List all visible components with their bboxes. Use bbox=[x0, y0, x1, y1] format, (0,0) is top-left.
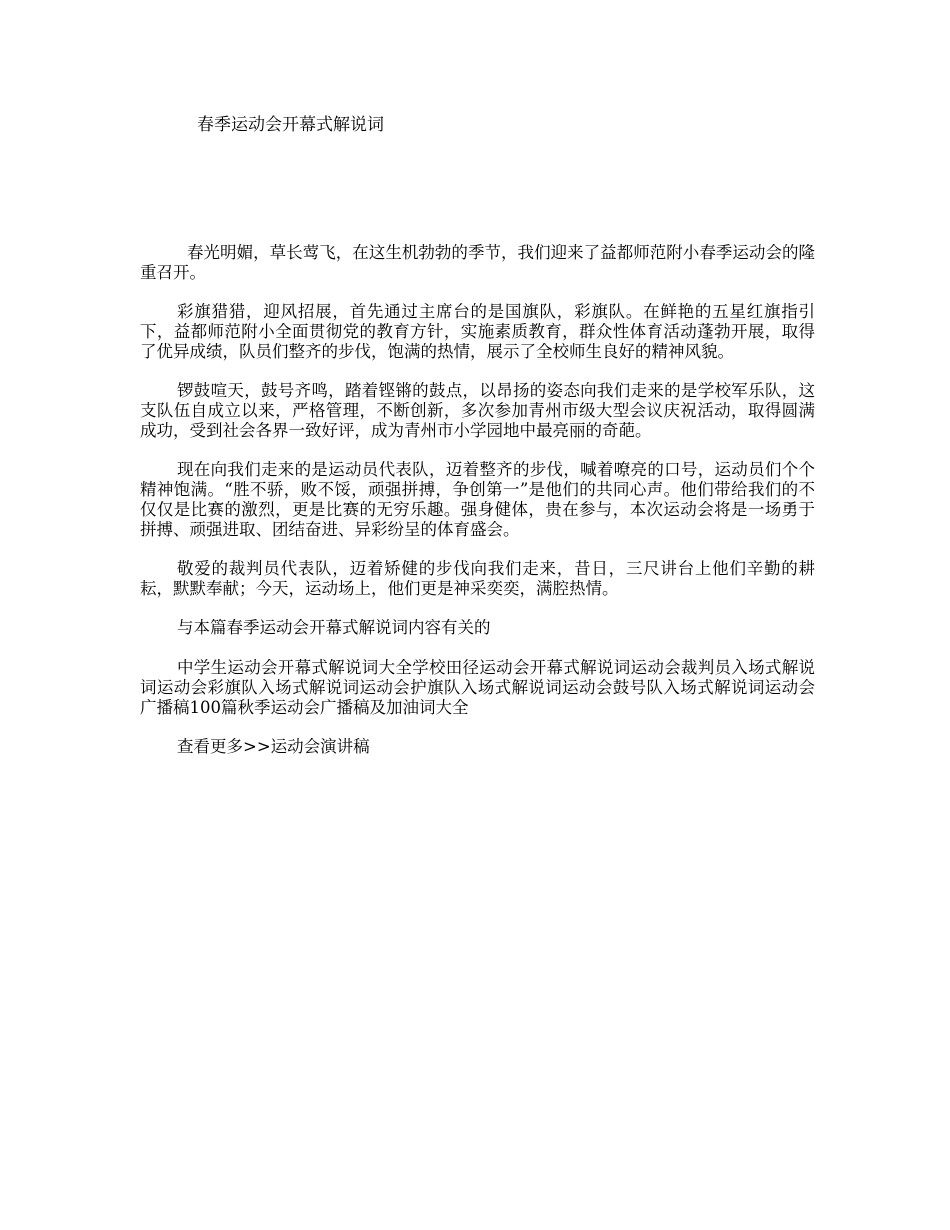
document-body bbox=[140, 243, 815, 777]
paragraph-flag-team: 彩旗猎猎，迎风招展，首先通过主席台的是国旗队，彩旗队。在鲜艳的五星红旗指引下，益都师范附小全面贯彻党的教育方针，实施素质教育，群众性体育活动蓬勃开展，取得了优异成绩，队员们整齐的步伐，饱满的热情，展示了全校师生良好的精神风貌。 bbox=[140, 302, 815, 361]
more-link[interactable]: 查看更多>>运动会演讲稿 bbox=[177, 737, 370, 756]
paragraph-opening: 春光明媚，草长莺飞，在这生机勃勃的季节，我们迎来了益都师范附小春季运动会的隆重召开。 bbox=[140, 243, 815, 282]
paragraph-referees: 敬爱的裁判员代表队，迈着矫健的步伐向我们走来，昔日，三尺讲台上他们辛勤的耕耘，默默奉献；今天，运动场上，他们更是神采奕奕，满腔热情。 bbox=[140, 559, 815, 598]
related-heading: 与本篇春季运动会开幕式解说词内容有关的 bbox=[177, 618, 491, 637]
related-links[interactable]: 中学生运动会开幕式解说词大全学校田径运动会开幕式解说词运动会裁判员入场式解说词运动会彩旗队入场式解说词运动会护旗队入场式解说词运动会鼓号队入场式解说词运动会广播稿100篇秋季运动会广播稿及加油词大全 bbox=[140, 658, 815, 717]
paragraph-athletes: 现在向我们走来的是运动员代表队，迈着整齐的步伐，喊着嘹亮的口号，运动员们个个精神饱满。“胜不骄，败不馁，顽强拼搏，争创第一”是他们的共同心声。他们带给我们的不仅仅是比赛的激烈，更是比赛的无穷乐趣。强身健体，贵在参与，本次运动会将是一场勇于拼搏、顽强进取、团结奋进、异彩纷呈的体育盛会。 bbox=[140, 460, 815, 539]
paragraph-band: 锣鼓喧天，鼓号齐鸣，踏着铿锵的鼓点，以昂扬的姿态向我们走来的是学校军乐队，这支队伍自成立以来，严格管理，不断创新，多次参加青州市级大型会议庆祝活动，取得圆满成功，受到社会各界一致好评，成为青州市小学园地中最亮丽的奇葩。 bbox=[140, 381, 815, 440]
document-title: 春季运动会开幕式解说词 bbox=[197, 115, 384, 135]
